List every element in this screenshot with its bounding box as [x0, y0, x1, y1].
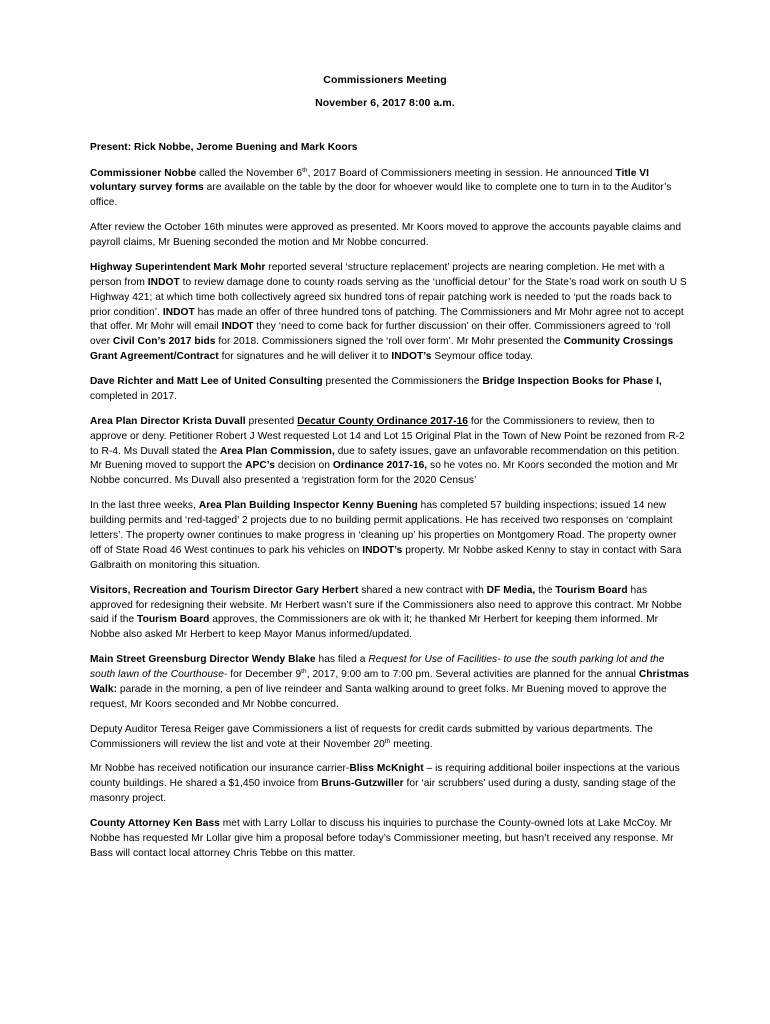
- bold-text: Christmas Walk:: [90, 669, 690, 695]
- text: due to safety issues, gave an unfavorable recommendation on this petition. Mr Buening moved to support the: [90, 445, 680, 472]
- bold-text: Area Plan Director Krista Duvall: [90, 415, 246, 427]
- paragraph-call-to-order: [90, 167, 690, 212]
- text: , 2017, 9:00 am to 7:00 pm. Several activities are planned for the annual: [306, 669, 639, 681]
- bold-text: Commissioner Nobbe: [90, 167, 197, 179]
- text: has made an offer of three hundred tons of patching. The Commissioners and Mr Mohr agree not to accept that offer. Mr Mohr will email: [90, 306, 684, 333]
- attendees-line: Present: Rick Nobbe, Jerome Buening and Mark Koors: [90, 142, 358, 153]
- text: for the Commissioners to review, then to approve or deny. Petitioner Robert J West requested Lot 14 and Lot 15 Original Plat in the Town of New Point be rezoned from R-2 to R-4. Ms Duvall stated the: [90, 415, 685, 457]
- text: for signatures and he will deliver it to: [218, 351, 392, 363]
- paragraph-insurance: [90, 762, 690, 807]
- text: reported several ‘structure replacement’ projects are nearing completion. He met with a person from: [90, 261, 665, 288]
- paragraph-county-attorney: [90, 817, 690, 862]
- document-title: Commissioners Meeting: [323, 74, 447, 86]
- underlined-text: Decatur County Ordinance 2017-16: [297, 415, 469, 427]
- text: After review the October 16th minutes were approved as presented. Mr Koors moved to approve the accounts payable claims and payroll claims, Mr Buening seconded the motion and Mr Nobbe concurred.: [90, 222, 682, 249]
- text: for ‘air scrubbers’ used during a dusty, sanding stage of the masonry project.: [90, 778, 676, 805]
- text: for December 9: [227, 669, 302, 681]
- bold-text: Bruns-Gutzwiller: [321, 778, 404, 790]
- bold-text: Highway Superintendent Mark Mohr: [90, 261, 266, 273]
- paragraph-bridge-inspection: [90, 375, 690, 405]
- text: In the last three weeks,: [90, 500, 199, 512]
- text: they ‘need to come back for further discussion’ on their offer. Commissioners agreed to ‘roll over: [90, 321, 671, 348]
- text: Deputy Auditor Teresa Reiger gave Commissioners a list of requests for credit cards submitted by various departments. The Commissioners will review the list and vote at their November 20: [90, 723, 653, 750]
- text: presented the Commissioners the: [322, 376, 483, 388]
- text: has completed 57 building inspections; issued 14 new building permits and ‘red-tagged’ 2 projects due to no building permit applications. He has received two responses on ‘complaint letters’. The property owner continues to make progress in ‘cleaning up’ his properties on Montgomery Road. The property owner off of State Road 46 West continues to park his vehicles on: [90, 500, 677, 556]
- text: presented: [245, 415, 298, 427]
- bold-text: Area Plan Building Inspector Kenny Buening: [198, 500, 418, 512]
- italic-text: Request for Use of Facilities- to use the south parking lot and the south lawn of the Courthouse-: [90, 654, 665, 681]
- bold-text: Area Plan Commission,: [219, 445, 335, 457]
- bold-text: Dave Richter and Matt Lee of United Consulting: [90, 376, 323, 388]
- bold-text: Visitors, Recreation and Tourism Director Gary Herbert: [90, 584, 359, 596]
- bold-text: Civil Con’s 2017 bids: [112, 336, 216, 348]
- text: to review damage done to county roads serving as the ‘unofficial detour’ for the State’s road work on south U S Highway 421; at which time both collectively agreed six hundred tons of repair patching work is needed to ‘put the roads back to prior condition’.: [90, 276, 687, 318]
- text: property. Mr Nobbe asked Kenny to stay in contact with Sara Galbraith on monitoring this situation.: [90, 544, 682, 571]
- text: parade in the morning, a pen of live reindeer and Santa walking around to greet folks. Mr Buening moved to approve the request, Mr Koors seconded and Mr Nobbe concurred.: [90, 683, 667, 710]
- bold-text: Tourism Board: [555, 584, 628, 596]
- text: called the November 6: [196, 167, 303, 179]
- bold-text: Bliss McKnight: [349, 763, 424, 775]
- bold-text: INDOT: [162, 306, 195, 318]
- bold-text: INDOT’s: [391, 351, 432, 363]
- text: meeting.: [390, 738, 433, 750]
- text: completed in 2017.: [90, 390, 177, 402]
- bold-underlined-text: [297, 416, 468, 427]
- text: met with Larry Lollar to discuss his inquiries to purchase the County-owned lots at Lake McCoy. Mr Nobbe has requested Mr Lollar give him a proposal before today’s Commissioner meeting, but hasn’t received any response. Mr Bass will contact local attorney Chris Tebbe on this matter.: [90, 817, 674, 859]
- text: so he votes no. Mr Koors seconded the motion and Mr Nobbe concurred. Ms Duvall also presented a ‘registration form for the 2020 Census’: [90, 460, 678, 487]
- superscript: th: [301, 668, 307, 676]
- paragraph-building-inspections: [90, 499, 690, 574]
- text: the: [535, 584, 556, 596]
- bold-text: INDOT: [147, 276, 180, 288]
- paragraph-tourism: [90, 584, 690, 644]
- paragraph-main-street: [90, 653, 690, 713]
- text: approves, the Commissioners are ok with it; he thanked Mr Herbert for keeping them informed. Mr Nobbe also asked Mr Herbert to keep Mayor Manus informed/updated.: [90, 614, 659, 641]
- bold-text: Tourism Board: [137, 614, 210, 626]
- text: Mr Nobbe has received notification our insurance carrier-: [90, 763, 350, 775]
- bold-text: INDOT: [221, 321, 254, 333]
- text: has approved for redesigning their website. Mr Herbert wasn’t sure if the Commissioners also need to approve this contract. Mr Nobbe said if the: [90, 584, 682, 626]
- bold-text: DF Media,: [486, 584, 536, 596]
- bold-text: County Attorney Ken Bass: [90, 817, 220, 829]
- bold-text: Title VI voluntary survey forms: [90, 167, 650, 194]
- text: has filed a: [315, 654, 369, 666]
- text: shared a new contract with: [358, 584, 487, 596]
- text: , 2017 Board of Commissioners meeting in session. He announced: [307, 167, 616, 179]
- paragraph-highway-report: [90, 261, 690, 365]
- paragraph-minutes-approval: [90, 221, 690, 251]
- paragraph-area-plan: [90, 415, 690, 490]
- text: Seymour office today.: [431, 351, 534, 363]
- text: for 2018. Commissioners signed the ‘roll over form’. Mr Mohr presented the: [215, 336, 564, 348]
- bold-text: Ordinance 2017-16,: [332, 460, 428, 472]
- bold-text: Bridge Inspection Books for Phase I,: [482, 376, 662, 388]
- meeting-date: November 6, 2017 8:00 a.m.: [315, 97, 455, 109]
- superscript: th: [302, 166, 308, 174]
- text: are available on the table by the door for whoever would like to complete one to turn in to the Auditor’s office.: [90, 182, 672, 209]
- bold-text: APC’s: [245, 460, 275, 472]
- bold-text: INDOT’s: [362, 544, 403, 556]
- paragraph-credit-cards: [90, 723, 690, 753]
- text: decision on: [274, 460, 333, 472]
- bold-text: Main Street Greensburg Director Wendy Blake: [90, 654, 316, 666]
- document-body: [90, 141, 690, 872]
- bold-text: Community Crossings Grant Agreement/Contract: [90, 336, 674, 363]
- superscript: th: [384, 737, 391, 745]
- text: – is requiring additional boiler inspections at the various county buildings. He shared a $1,450 invoice from: [90, 763, 680, 790]
